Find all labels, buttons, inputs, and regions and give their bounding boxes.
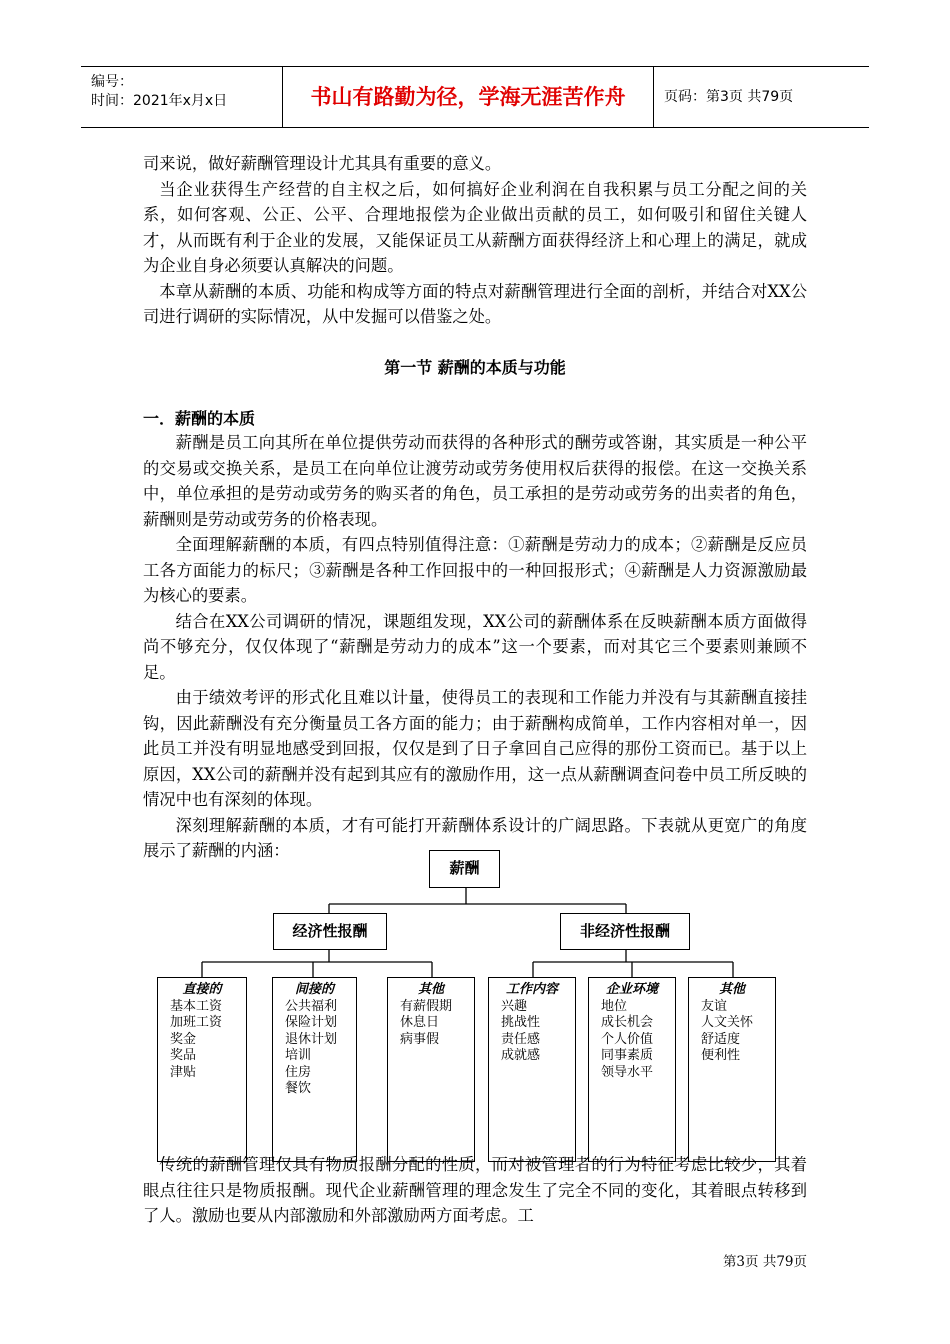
leaf-item: 公共福利: [285, 998, 338, 1014]
leaf-item: 培训: [285, 1048, 312, 1063]
leaf-item: 便利性: [701, 1048, 741, 1063]
page-footer: 第3页 共79页: [722, 1254, 807, 1270]
leaf-direct: [157, 977, 247, 1162]
paragraph: 结合在XX公司调研的情况，课题组发现，XX公司的薪酬体系在反映薪酬本质方面做得尚不够充分，仅仅体现了“薪酬是劳动力的成本”这一个要素，而对其它三个要素则兼顾不足。: [143, 611, 807, 682]
leaf-other-economic: [387, 977, 475, 1162]
section-title: 第一节 薪酬的本质与功能: [384, 358, 566, 377]
paragraph: 当企业获得生产经营的自主权之后，如何搞好企业利润在自我积累与员工分配之间的关系，如何客观、公正、公平、合理地报偿为企业做出贡献的员工，如何吸引和留住关键人才，从而既有利于企业的发展，又能保证员工从薪酬方面获得经济上和心理上的满足，就成为企业自身必须要认真解决的问题。: [143, 179, 807, 275]
leaf-indirect: [272, 977, 357, 1162]
root-label: 薪酬: [449, 859, 480, 877]
paragraph: 由于绩效考评的形式化且难以计量，使得员工的表现和工作能力并没有与其薪酬直接挂钩，因此薪酬没有充分衡量员工各方面的能力；由于薪酬构成简单，工作内容相对单一，因此员工并没有明显地感受到回报，仅仅是到了日子拿回自己应得的那份工资而已。基于以上原因，XX公司的薪酬并没有起到其应有的激励作用，这一点从薪酬调查问卷中员工所反映的情况中也有深刻的体现。: [143, 688, 807, 809]
leaf-item: 休息日: [400, 1015, 440, 1030]
sub-title: 一．薪酬的本质: [143, 409, 256, 428]
leaf-item: 住房: [285, 1064, 312, 1080]
leaf-item: 舒适度: [701, 1031, 741, 1047]
leaf-item: 责任感: [501, 1031, 541, 1047]
leaf-title: 其他: [417, 982, 444, 997]
closing-text: [143, 1152, 807, 1229]
leaf-item: 地位: [601, 998, 628, 1014]
leaf-item: 领导水平: [601, 1064, 654, 1080]
leaf-title: 其他: [718, 982, 745, 997]
paragraph: 薪酬是员工向其所在单位提供劳动而获得的各种形式的酬劳或答谢，其实质是一种公平的交易或交换关系，是员工在向单位让渡劳动或劳务使用权后获得的报偿。在这一交换关系中，单位承担的是劳动或劳务的购买者的角色，员工承担的是劳动或劳务的出卖者的角色，薪酬则是劳动或劳务的价格表现。: [143, 433, 807, 529]
leaf-item: 病事假: [400, 1031, 440, 1047]
leaf-item: 餐饮: [285, 1081, 312, 1096]
leaf-item: 同事素质: [601, 1048, 654, 1063]
time-label: 时间：2021年x月x日: [91, 93, 228, 109]
leaf-item: 个人价值: [601, 1031, 654, 1047]
leaf-item: 退休计划: [285, 1031, 338, 1047]
paragraph: 深刻理解薪酬的本质，才有可能打开薪酬体系设计的广阔思路。下表就从更宽广的角度展示了薪酬的内涵：: [143, 815, 807, 860]
number-label: 编号：: [91, 74, 133, 90]
leaf-job-content: [488, 977, 576, 1162]
leaf-item: 成长机会: [601, 1015, 654, 1030]
leaf-item: 奖品: [170, 1048, 197, 1063]
leaf-item: 奖金: [170, 1031, 197, 1047]
economic-label: 经济性报酬: [292, 922, 368, 940]
paragraph: 司来说，做好薪酬管理设计尤其具有重要的意义。: [143, 154, 502, 173]
header-meta: [81, 67, 283, 128]
leaf-item: 人文关怀: [701, 1015, 754, 1030]
page-header: [81, 66, 869, 128]
leaf-item: 友谊: [701, 998, 728, 1014]
leaf-enterprise-environment: [588, 977, 676, 1162]
economic-node: [273, 913, 387, 950]
paragraph: 传统的薪酬管理仅具有物质报酬分配的性质，而对被管理者的行为特征考虑比较少，其着眼点往往只是物质报酬。现代企业薪酬管理的理念发生了完全不同的变化，其着眼点转移到了人。激励也要从内部激励和外部激励两方面考虑。工: [143, 1155, 807, 1225]
non-economic-node: [560, 913, 690, 950]
leaf-title: 企业环境: [605, 982, 658, 997]
body-text: [143, 430, 807, 864]
leaf-item: 加班工资: [170, 1015, 223, 1030]
leaf-item: 保险计划: [285, 1015, 338, 1030]
leaf-item: 挑战性: [501, 1015, 541, 1030]
paragraph: 本章从薪酬的本质、功能和构成等方面的特点对薪酬管理进行全面的剖析，并结合对XX公司进行调研的实际情况，从中发掘可以借鉴之处。: [143, 281, 807, 326]
leaf-item: 兴趣: [501, 998, 528, 1014]
leaf-item: 基本工资: [170, 998, 223, 1014]
leaf-item: 津贴: [170, 1064, 197, 1080]
leaf-item: 成就感: [501, 1048, 541, 1063]
leaf-item: 有薪假期: [400, 998, 453, 1014]
intro-text: [143, 151, 807, 330]
paragraph: 全面理解薪酬的本质，有四点特别值得注意：①薪酬是劳动力的成本；②薪酬是反应员工各方面能力的标尺；③薪酬是各种工作回报中的一种回报形式；④薪酬是人力资源激励最为核心的要素。: [143, 535, 807, 605]
leaf-title: 工作内容: [505, 982, 558, 997]
non-economic-label: 非经济性报酬: [579, 922, 670, 940]
leaf-title: 间接的: [294, 982, 334, 997]
header-page-label: 页码：第3页 共79页: [664, 89, 794, 105]
header-motto: 书山有路勤为径，学海无涯苦作舟: [283, 67, 654, 128]
leaf-other-non-economic: [688, 977, 776, 1162]
leaf-title: 直接的: [182, 982, 222, 997]
